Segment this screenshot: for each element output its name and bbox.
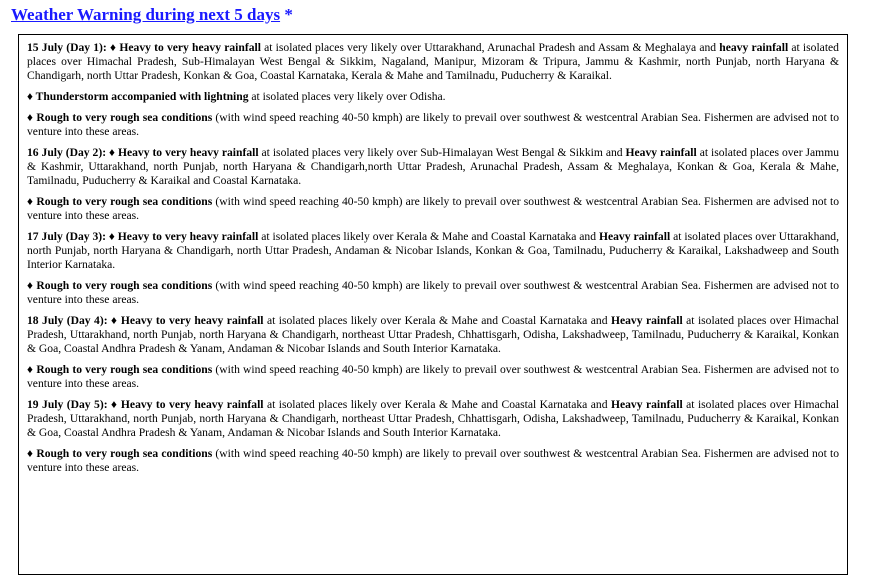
day1-label: 15 July (Day 1): ♦ Heavy to very heavy rainfall — [27, 41, 261, 54]
day4-label: 18 July (Day 4): ♦ Heavy to very heavy rainfall — [27, 314, 264, 327]
day5-sea — [27, 447, 839, 475]
sea-text: (with wind speed reaching 40-50 kmph) are likely to prevail over southwest & westcentral Arabian Sea. Fishermen are advised not to venture into these areas. — [27, 195, 839, 222]
day2-bold2: Heavy rainfall — [625, 146, 697, 159]
sea-text: (with wind speed reaching 40-50 kmph) are likely to prevail over southwest & westcentral Arabian Sea. Fishermen are advised not to venture into these areas. — [27, 111, 839, 138]
day1-sea — [27, 111, 839, 139]
day5-rainfall — [27, 398, 839, 440]
day5-text2: at isolated places over Himachal Pradesh, Uttarakhand, north Punjab, north Haryana & Chandigarh, northeast Uttar Pradesh, Chhattisgarh, Odisha, Lakshadweep, Tamilnadu, Puducherry & Karaikal, Konkan & Goa, Coastal Andhra Pradesh & Yanam, Andaman & Nicobar Islands and South Interior Karnataka. — [27, 398, 839, 439]
day1-text2: at isolated places over Himachal Pradesh, Sub-Himalayan West Bengal & Sikkim, Nagaland, Manipur, Mizoram & Tripura, Jammu & Kashmir, north Punjab, north Haryana & Chandigarh, north Uttar Pradesh, Konkan & Goa, Coastal Karnataka, Kerala & Mahe and Tamilnadu, Puducherry & Karaikal. — [27, 41, 839, 82]
day3-bold2: Heavy rainfall — [598, 230, 671, 243]
day4-rainfall — [27, 314, 839, 356]
page-title[interactable] — [11, 5, 293, 25]
warning-box — [18, 34, 848, 575]
day5-text1: at isolated places likely over Kerala & Mahe and Coastal Karnataka and — [263, 398, 611, 411]
sea-text: (with wind speed reaching 40-50 kmph) are likely to prevail over southwest & westcentral Arabian Sea. Fishermen are advised not to venture into these areas. — [27, 279, 839, 306]
sea-bold: ♦ Rough to very rough sea conditions — [27, 111, 213, 124]
day2-label: 16 July (Day 2): ♦ Heavy to very heavy rainfall — [27, 146, 259, 159]
day1-thunder-text: at isolated places very likely over Odisha. — [248, 90, 446, 103]
day2-text2: at isolated places over Jammu & Kashmir, Uttarakhand, north Punjab, north Haryana & Chandigarh,north Uttar Pradesh, Arunachal Pradesh, Assam & Meghalaya, Konkan & Goa, Kerala & Mahe, Tamilnadu, Puducherry & Karaikal and Coastal Karnataka. — [27, 146, 840, 187]
sea-bold: ♦ Rough to very rough sea conditions — [27, 279, 213, 292]
day5-bold2: Heavy rainfall — [610, 398, 683, 411]
title-asterisk: * — [280, 5, 293, 24]
day3-label: 17 July (Day 3): ♦ Heavy to very heavy rainfall — [27, 230, 259, 243]
day5-label: 19 July (Day 5): ♦ Heavy to very heavy rainfall — [27, 398, 264, 411]
day3-rainfall — [27, 230, 839, 272]
sea-text: (with wind speed reaching 40-50 kmph) are likely to prevail over southwest & westcentral Arabian Sea. Fishermen are advised not to venture into these areas. — [27, 447, 839, 474]
day3-sea — [27, 279, 839, 307]
day3-text2: at isolated places over Uttarakhand, north Punjab, north Haryana & Chandigarh, north Uttar Pradesh, Andaman & Nicobar Islands, Konkan & Goa, Tamilnadu, Puducherry & Karaikal, Lakshadweep and South Interior Karnataka. — [27, 230, 840, 271]
day4-text2: at isolated places over Himachal Pradesh, Uttarakhand, north Punjab, north Haryana & Chandigarh, northeast Uttar Pradesh, Chhattisgarh, Odisha, Lakshadweep, Tamilnadu, Puducherry & Karaikal, Konkan & Goa, Coastal Andhra Pradesh & Yanam, Andaman & Nicobar Islands and South Interior Karnataka. — [27, 314, 839, 355]
day1-rainfall — [27, 41, 839, 83]
day4-bold2: Heavy rainfall — [610, 314, 683, 327]
sea-text: (with wind speed reaching 40-50 kmph) are likely to prevail over southwest & westcentral Arabian Sea. Fishermen are advised not to venture into these areas. — [27, 363, 839, 390]
day2-text1: at isolated places very likely over Sub-Himalayan West Bengal & Sikkim and — [258, 146, 626, 159]
day1-thunder-bold: ♦ Thunderstorm accompanied with lightning — [27, 90, 249, 103]
day1-bold2: heavy rainfall — [719, 41, 789, 54]
page-title-link[interactable]: Weather Warning during next 5 days — [11, 5, 281, 24]
day4-text1: at isolated places likely over Kerala & Mahe and Coastal Karnataka and — [263, 314, 611, 327]
sea-bold: ♦ Rough to very rough sea conditions — [27, 363, 213, 376]
day2-sea — [27, 195, 839, 223]
day4-sea — [27, 363, 839, 391]
sea-bold: ♦ Rough to very rough sea conditions — [27, 195, 213, 208]
sea-bold: ♦ Rough to very rough sea conditions — [27, 447, 213, 460]
day1-thunderstorm — [27, 90, 839, 104]
day2-rainfall — [27, 146, 839, 188]
day3-text1: at isolated places likely over Kerala & Mahe and Coastal Karnataka and — [258, 230, 599, 243]
day1-text1: at isolated places very likely over Uttarakhand, Arunachal Pradesh and Assam & Meghalaya and — [260, 41, 720, 54]
